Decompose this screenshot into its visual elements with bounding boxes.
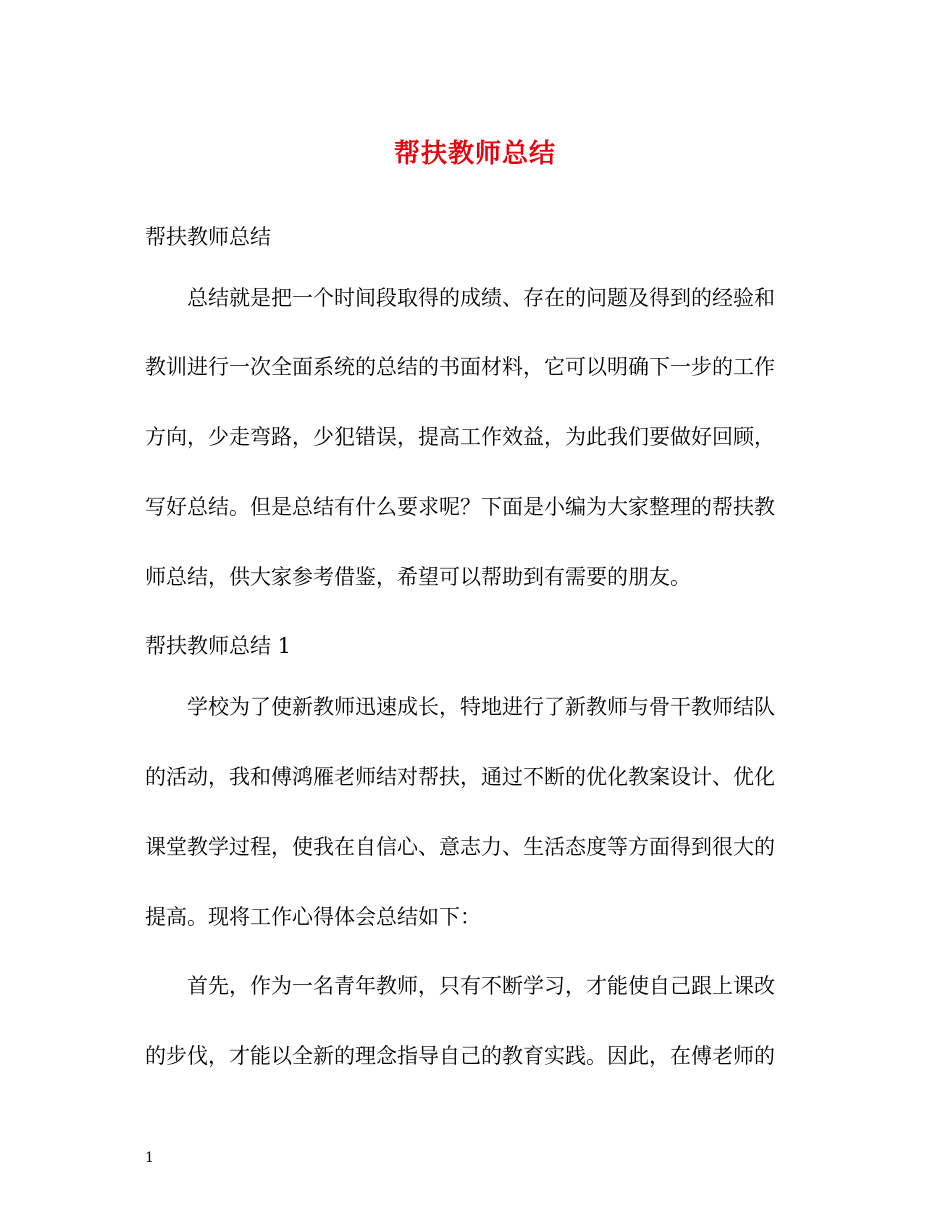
intro-line: 写好总结。但是总结有什么要求呢？下面是小编为大家整理的帮扶教 (145, 495, 775, 519)
intro-line: 教训进行一次全面系统的总结的书面材料，它可以明确下一步的工作 (145, 355, 775, 379)
intro-line: 师总结，供大家参考借鉴，希望可以帮助到有需要的朋友。 (145, 565, 691, 589)
paragraph-line: 学校为了使新教师迅速成长，特地进行了新教师与骨干教师结队 (187, 695, 775, 719)
paragraph-line: 的步伐，才能以全新的理念指导自己的教育实践。因此，在傅老师的 (145, 1044, 775, 1068)
document-title: 帮扶教师总结 (393, 139, 556, 169)
section-heading: 帮扶教师总结 (145, 225, 271, 249)
intro-line: 方向，少走弯路，少犯错误，提高工作效益，为此我们要做好回顾， (145, 425, 775, 449)
paragraph-line: 的活动，我和傅鸿雁老师结对帮扶，通过不断的优化教案设计、优化 (145, 765, 775, 789)
page-number: 1 (145, 1150, 154, 1166)
paragraph-line: 提高。现将工作心得体会总结如下： (145, 905, 481, 929)
section-heading: 帮扶教师总结 1 (145, 634, 292, 658)
paragraph-line: 首先，作为一名青年教师，只有不断学习，才能使自己跟上课改 (187, 974, 775, 998)
intro-line: 总结就是把一个时间段取得的成绩、存在的问题及得到的经验和 (187, 286, 775, 310)
paragraph-line: 课堂教学过程，使我在自信心、意志力、生活态度等方面得到很大的 (145, 835, 775, 859)
